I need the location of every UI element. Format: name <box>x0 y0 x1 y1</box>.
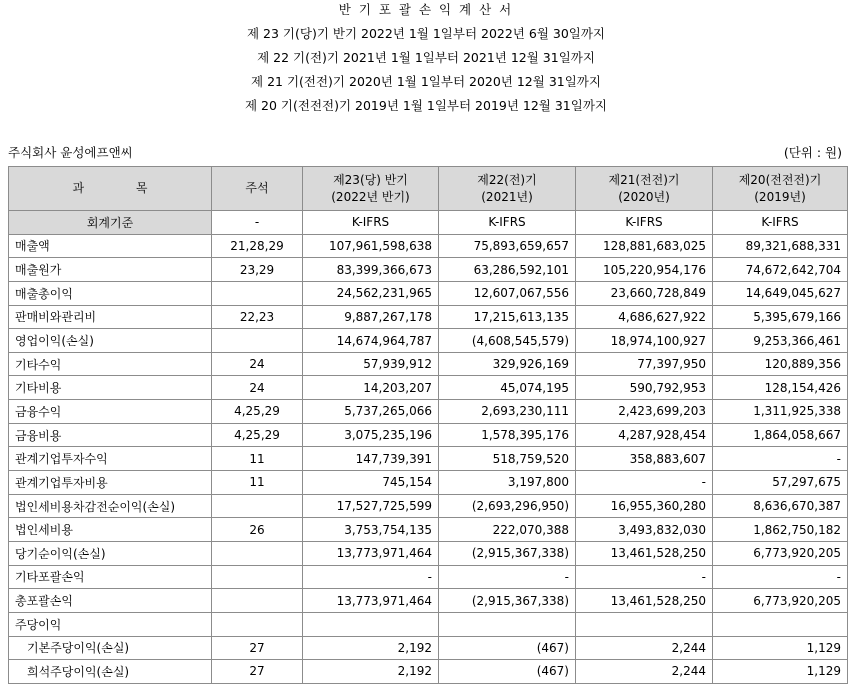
note-cell <box>212 541 303 565</box>
value-cell: 358,883,607 <box>576 447 713 471</box>
note-cell: 11 <box>212 471 303 495</box>
table-row <box>9 636 848 660</box>
value-cell: 2,244 <box>576 636 713 660</box>
value-cell: 1,311,925,338 <box>713 400 848 424</box>
row-label: 당기순이익(손실) <box>9 541 212 565</box>
unit-label: (단위 : 원) <box>783 145 842 160</box>
table-row <box>9 329 848 353</box>
value-cell <box>303 612 439 636</box>
value-cell: - <box>303 565 439 589</box>
row-label: 기타수익 <box>9 352 212 376</box>
value-cell: 17,527,725,599 <box>303 494 439 518</box>
value-cell <box>576 612 713 636</box>
value-cell: 3,753,754,135 <box>303 518 439 542</box>
value-cell: 128,881,683,025 <box>576 234 713 258</box>
note-cell: 27 <box>212 660 303 684</box>
value-cell: 6,773,920,205 <box>713 541 848 565</box>
row-label: 관계기업투자수익 <box>9 447 212 471</box>
note-cell: 22,23 <box>212 305 303 329</box>
column-header-period: 제20(전전전)기 (2019년) <box>713 167 848 211</box>
table-row <box>9 352 848 376</box>
income-statement-table <box>8 166 848 684</box>
value-cell: 63,286,592,101 <box>439 258 576 282</box>
value-cell: K-IFRS <box>713 211 848 235</box>
row-label: 기본주당이익(손실) <box>9 636 212 660</box>
value-cell: (4,608,545,579) <box>439 329 576 353</box>
value-cell: 57,939,912 <box>303 352 439 376</box>
note-cell <box>212 329 303 353</box>
column-header-note: 주석 <box>212 167 303 211</box>
value-cell <box>439 612 576 636</box>
value-cell: 75,893,659,657 <box>439 234 576 258</box>
value-cell: 4,686,627,922 <box>576 305 713 329</box>
note-cell: 24 <box>212 352 303 376</box>
row-label: 판매비와관리비 <box>9 305 212 329</box>
value-cell: 105,220,954,176 <box>576 258 713 282</box>
table-row <box>9 423 848 447</box>
row-label: 주당이익 <box>9 612 212 636</box>
note-cell: 23,29 <box>212 258 303 282</box>
value-cell: 128,154,426 <box>713 376 848 400</box>
note-cell <box>212 612 303 636</box>
value-cell: 12,607,067,556 <box>439 281 576 305</box>
note-cell: - <box>212 211 303 235</box>
table-row <box>9 660 848 684</box>
value-cell: 2,192 <box>303 636 439 660</box>
note-cell: 27 <box>212 636 303 660</box>
value-cell: 2,244 <box>576 660 713 684</box>
value-cell: 77,397,950 <box>576 352 713 376</box>
column-header-account: 과 목 <box>9 167 212 211</box>
note-cell <box>212 589 303 613</box>
table-row <box>9 565 848 589</box>
value-cell: 107,961,598,638 <box>303 234 439 258</box>
value-cell: - <box>576 471 713 495</box>
value-cell: 83,399,366,673 <box>303 258 439 282</box>
value-cell: K-IFRS <box>576 211 713 235</box>
period-line: 제 22 기(전)기 2021년 1월 1일부터 2021년 12월 31일까지 <box>257 50 595 65</box>
value-cell: 120,889,356 <box>713 352 848 376</box>
value-cell: - <box>713 447 848 471</box>
value-cell: 1,864,058,667 <box>713 423 848 447</box>
value-cell: 23,660,728,849 <box>576 281 713 305</box>
value-cell <box>713 612 848 636</box>
note-cell: 4,25,29 <box>212 423 303 447</box>
note-cell: 26 <box>212 518 303 542</box>
value-cell: (2,915,367,338) <box>439 589 576 613</box>
value-cell: 9,887,267,178 <box>303 305 439 329</box>
period-line: 제 21 기(전전)기 2020년 1월 1일부터 2020년 12월 31일까지 <box>251 74 601 89</box>
value-cell: 8,636,670,387 <box>713 494 848 518</box>
row-label: 매출총이익 <box>9 281 212 305</box>
row-label: 금융수익 <box>9 400 212 424</box>
value-cell: 518,759,520 <box>439 447 576 471</box>
accounting-basis-row <box>9 211 848 235</box>
value-cell: 18,974,100,927 <box>576 329 713 353</box>
note-cell <box>212 494 303 518</box>
value-cell: K-IFRS <box>439 211 576 235</box>
value-cell: 2,693,230,111 <box>439 400 576 424</box>
row-label: 관계기업투자비용 <box>9 471 212 495</box>
value-cell: 14,649,045,627 <box>713 281 848 305</box>
value-cell: - <box>439 565 576 589</box>
note-cell: 11 <box>212 447 303 471</box>
value-cell: 2,423,699,203 <box>576 400 713 424</box>
value-cell: (2,693,296,950) <box>439 494 576 518</box>
table-row <box>9 589 848 613</box>
note-cell: 4,25,29 <box>212 400 303 424</box>
company-name: 주식회사 윤성에프앤씨 <box>8 145 133 160</box>
value-cell: 222,070,388 <box>439 518 576 542</box>
value-cell: 9,253,366,461 <box>713 329 848 353</box>
table-row <box>9 471 848 495</box>
column-header-period: 제22(전)기 (2021년) <box>439 167 576 211</box>
row-label: 기타비용 <box>9 376 212 400</box>
row-label: 희석주당이익(손실) <box>9 660 212 684</box>
value-cell: 329,926,169 <box>439 352 576 376</box>
value-cell: - <box>713 565 848 589</box>
value-cell: 5,395,679,166 <box>713 305 848 329</box>
row-label: 법인세비용 <box>9 518 212 542</box>
row-label: 기타포괄손익 <box>9 565 212 589</box>
value-cell: 57,297,675 <box>713 471 848 495</box>
row-label: 총포괄손익 <box>9 589 212 613</box>
value-cell: 2,192 <box>303 660 439 684</box>
value-cell: 1,129 <box>713 660 848 684</box>
value-cell: 1,578,395,176 <box>439 423 576 447</box>
value-cell: K-IFRS <box>303 211 439 235</box>
value-cell: 14,674,964,787 <box>303 329 439 353</box>
value-cell: (2,915,367,338) <box>439 541 576 565</box>
table-row <box>9 258 848 282</box>
table-row <box>9 518 848 542</box>
table-row <box>9 281 848 305</box>
statement-title: 반 기 포 괄 손 익 계 산 서 <box>338 2 514 17</box>
table-row <box>9 234 848 258</box>
note-cell <box>212 281 303 305</box>
table-row <box>9 541 848 565</box>
column-header-period: 제21(전전)기 (2020년) <box>576 167 713 211</box>
value-cell: 74,672,642,704 <box>713 258 848 282</box>
value-cell: 13,773,971,464 <box>303 589 439 613</box>
column-header-period: 제23(당) 반기 (2022년 반기) <box>303 167 439 211</box>
period-line: 제 23 기(당)기 반기 2022년 1월 1일부터 2022년 6월 30일까지 <box>246 26 605 41</box>
row-label: 법인세비용차감전순이익(손실) <box>9 494 212 518</box>
value-cell: 6,773,920,205 <box>713 589 848 613</box>
value-cell: (467) <box>439 660 576 684</box>
value-cell: 147,739,391 <box>303 447 439 471</box>
row-label: 금융비용 <box>9 423 212 447</box>
value-cell: 17,215,613,135 <box>439 305 576 329</box>
value-cell: 16,955,360,280 <box>576 494 713 518</box>
value-cell: 13,461,528,250 <box>576 589 713 613</box>
value-cell: 5,737,265,066 <box>303 400 439 424</box>
value-cell: 24,562,231,965 <box>303 281 439 305</box>
value-cell: 89,321,688,331 <box>713 234 848 258</box>
table-row <box>9 447 848 471</box>
note-cell <box>212 565 303 589</box>
table-row <box>9 400 848 424</box>
value-cell: 745,154 <box>303 471 439 495</box>
table-row <box>9 376 848 400</box>
header-row <box>9 167 848 211</box>
note-cell: 21,28,29 <box>212 234 303 258</box>
row-label: 영업이익(손실) <box>9 329 212 353</box>
period-line: 제 20 기(전전전)기 2019년 1월 1일부터 2019년 12월 31일까지 <box>245 98 607 113</box>
value-cell: 3,197,800 <box>439 471 576 495</box>
value-cell: 13,773,971,464 <box>303 541 439 565</box>
value-cell: 13,461,528,250 <box>576 541 713 565</box>
note-cell: 24 <box>212 376 303 400</box>
row-label: 매출액 <box>9 234 212 258</box>
table-row <box>9 305 848 329</box>
table-row <box>9 612 848 636</box>
value-cell: - <box>576 565 713 589</box>
row-label: 매출원가 <box>9 258 212 282</box>
value-cell: (467) <box>439 636 576 660</box>
value-cell: 590,792,953 <box>576 376 713 400</box>
value-cell: 3,493,832,030 <box>576 518 713 542</box>
value-cell: 1,862,750,182 <box>713 518 848 542</box>
value-cell: 3,075,235,196 <box>303 423 439 447</box>
table-row <box>9 494 848 518</box>
value-cell: 14,203,207 <box>303 376 439 400</box>
row-label: 회계기준 <box>9 211 212 235</box>
value-cell: 45,074,195 <box>439 376 576 400</box>
value-cell: 4,287,928,454 <box>576 423 713 447</box>
value-cell: 1,129 <box>713 636 848 660</box>
